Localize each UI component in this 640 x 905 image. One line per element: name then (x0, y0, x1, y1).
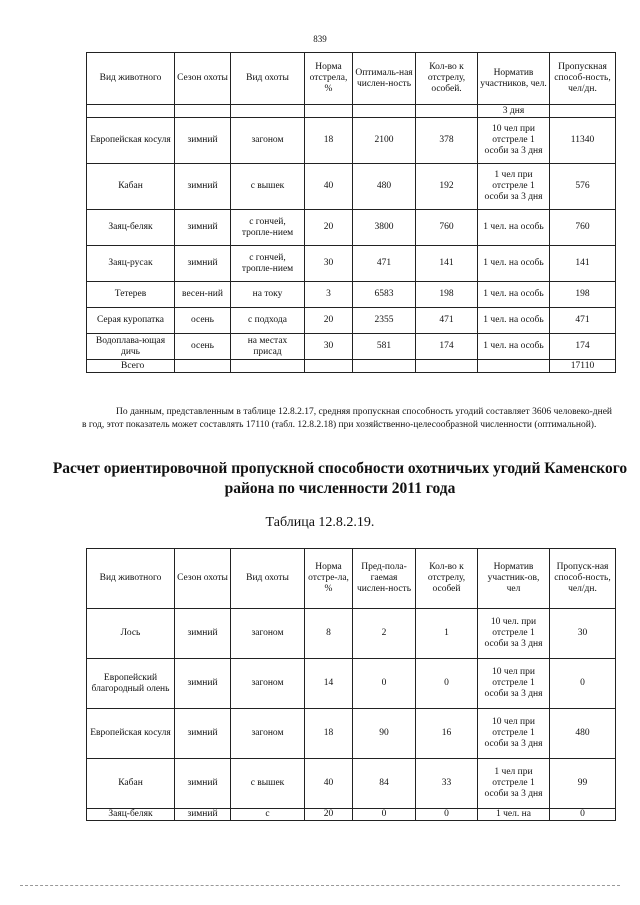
table-cell: зимний (175, 609, 231, 659)
section-heading: Расчет ориентировочной пропускной способности охотничьих угодий Каменского района по численности 2011 года (52, 460, 628, 497)
table-cell: загоном (231, 609, 305, 659)
body-paragraph: По данным, представленным в таблице 12.8.2.17, средняя пропускная способность угодий составляет 3606 человеко-дней в год, этот показатель может составлять 17110 (табл. 12.8.2.18) при хозяйственно-целесообразной численности (оптимальной). (82, 406, 612, 430)
table-header-row (87, 53, 616, 105)
table-cell: Заяц-беляк (87, 809, 175, 821)
header-cell: Кол-во к отстрелу, особей. (416, 53, 478, 105)
header-cell: Вид животного (87, 549, 175, 609)
table-cell: с гончей, тропле-нием (231, 210, 305, 246)
table-cell: 3 дня (478, 105, 550, 118)
table-row (87, 609, 616, 659)
table-cell: 2100 (353, 118, 416, 164)
table-cell: 141 (550, 246, 616, 282)
table-cell: 30 (305, 334, 353, 360)
table-cell: 378 (416, 118, 478, 164)
table-cell: с вышек (231, 164, 305, 210)
table-cell: 480 (550, 709, 616, 759)
table-cell: 20 (305, 308, 353, 334)
table-cell: 198 (550, 282, 616, 308)
table-cell: зимний (175, 246, 231, 282)
table-cell: Серая куропатка (87, 308, 175, 334)
table-row (87, 759, 616, 809)
table-cell: 760 (416, 210, 478, 246)
table-caption: Таблица 12.8.2.19. (265, 515, 375, 530)
table-cell: 471 (353, 246, 416, 282)
table-cell: зимний (175, 809, 231, 821)
table-cell: 30 (550, 609, 616, 659)
table-cell: 20 (305, 809, 353, 821)
table-cell: весен-ний (175, 282, 231, 308)
table-cell: Европейская косуля (87, 709, 175, 759)
table-cell: Заяц-русак (87, 246, 175, 282)
table-cell: 10 чел при отстреле 1 особи за 3 дня (478, 709, 550, 759)
table-cell: 471 (416, 308, 478, 334)
table-cell: 576 (550, 164, 616, 210)
table-cell: 1 чел при отстреле 1 особи за 3 дня (478, 759, 550, 809)
table-cell: 141 (416, 246, 478, 282)
table-cell: 0 (550, 659, 616, 709)
table-cell: 33 (416, 759, 478, 809)
page-number: 839 (313, 34, 327, 44)
total-label: Всего (87, 360, 175, 373)
table-cell: 1 чел. на особь (478, 334, 550, 360)
total-value: 17110 (550, 360, 616, 373)
table-cell: зимний (175, 709, 231, 759)
table-cell: 174 (550, 334, 616, 360)
table-row (87, 118, 616, 164)
table-cell: с (231, 809, 305, 821)
table-cell: 480 (353, 164, 416, 210)
table-cell: 16 (416, 709, 478, 759)
header-cell: Кол-во к отстрелу, особей (416, 549, 478, 609)
table-cell: 30 (305, 246, 353, 282)
table-cell: Заяц-беляк (87, 210, 175, 246)
header-cell: Оптималь-ная числен-ность (353, 53, 416, 105)
table-cell: загоном (231, 709, 305, 759)
table-cell: 0 (353, 809, 416, 821)
table-cell: 1 (416, 609, 478, 659)
table-cell: 1 чел. на особь (478, 308, 550, 334)
table-cell: 84 (353, 759, 416, 809)
header-cell: Норматив участников, чел. (478, 53, 550, 105)
table-cell: 0 (416, 809, 478, 821)
table-cell: 1 чел при отстреле 1 особи за 3 дня (478, 164, 550, 210)
table-cell: 3 (305, 282, 353, 308)
table-cell: 18 (305, 709, 353, 759)
table-cell: с подхода (231, 308, 305, 334)
table-row (87, 709, 616, 759)
table-cell: 40 (305, 164, 353, 210)
table-cell: 10 чел при отстреле 1 особи за 3 дня (478, 659, 550, 709)
table-cell: Тетерев (87, 282, 175, 308)
table-cell: осень (175, 308, 231, 334)
table-cell: на местах присад (231, 334, 305, 360)
table-cell: Водоплава-ющая дичь (87, 334, 175, 360)
table-cell: 760 (550, 210, 616, 246)
table-cell: с вышек (231, 759, 305, 809)
table-cell: 90 (353, 709, 416, 759)
table-cell: Европейский благородный олень (87, 659, 175, 709)
header-cell: Норма отстре-ла, % (305, 549, 353, 609)
table-cell: 10 чел при отстреле 1 особи за 3 дня (478, 118, 550, 164)
table-cell: осень (175, 334, 231, 360)
table-row (87, 809, 616, 821)
table-row (87, 246, 616, 282)
table-cell: 0 (416, 659, 478, 709)
table-cell: зимний (175, 118, 231, 164)
table-cell: 2355 (353, 308, 416, 334)
header-cell: Норма отстрела, % (305, 53, 353, 105)
table-cell: 11340 (550, 118, 616, 164)
table-cell: загоном (231, 118, 305, 164)
table-cell: с гончей, тропле-нием (231, 246, 305, 282)
table-cell: зимний (175, 759, 231, 809)
table-cell: 174 (416, 334, 478, 360)
table-cell: 18 (305, 118, 353, 164)
table-cell: 1 чел. на (478, 809, 550, 821)
table-cell: 20 (305, 210, 353, 246)
table-hunting-capacity-2 (86, 548, 616, 821)
table-cell: 6583 (353, 282, 416, 308)
table-cell: 192 (416, 164, 478, 210)
table-cell: Лось (87, 609, 175, 659)
table-cell: Кабан (87, 759, 175, 809)
header-cell: Пропускная способ-ность, чел/дн. (550, 53, 616, 105)
header-cell: Норматив участник-ов, чел (478, 549, 550, 609)
table-row (87, 282, 616, 308)
table-row (87, 308, 616, 334)
table-cell: Европейская косуля (87, 118, 175, 164)
table-hunting-capacity-1 (86, 52, 616, 373)
table-cell: зимний (175, 659, 231, 709)
table-cell: 581 (353, 334, 416, 360)
table-cell: 0 (550, 809, 616, 821)
table-cell: 3800 (353, 210, 416, 246)
table-cell: 2 (353, 609, 416, 659)
header-cell: Сезон охоты (175, 53, 231, 105)
header-cell: Пропуск-ная способ-ность, чел/дн. (550, 549, 616, 609)
table-cell: зимний (175, 164, 231, 210)
table-row (87, 334, 616, 360)
table-cell: 1 чел. на особь (478, 210, 550, 246)
table-cell: 10 чел. при отстреле 1 особи за 3 дня (478, 609, 550, 659)
table-row (87, 210, 616, 246)
table-cell: 8 (305, 609, 353, 659)
table-cell: 99 (550, 759, 616, 809)
table-cell: 471 (550, 308, 616, 334)
header-cell: Вид животного (87, 53, 175, 105)
table-cell: загоном (231, 659, 305, 709)
table-row (87, 659, 616, 709)
header-cell: Пред-пола-гаемая числен-ность (353, 549, 416, 609)
table-header-row (87, 549, 616, 609)
table-cell: 1 чел. на особь (478, 246, 550, 282)
table-cell: 40 (305, 759, 353, 809)
table-cell: 0 (353, 659, 416, 709)
total-row (87, 360, 616, 373)
table-cell: 198 (416, 282, 478, 308)
table-cell: 14 (305, 659, 353, 709)
table-row (87, 105, 616, 118)
header-cell: Сезон охоты (175, 549, 231, 609)
scan-edge-divider (20, 885, 620, 886)
table-cell: 1 чел. на особь (478, 282, 550, 308)
header-cell: Вид охоты (231, 53, 305, 105)
table-cell: на току (231, 282, 305, 308)
header-cell: Вид охоты (231, 549, 305, 609)
table-cell: зимний (175, 210, 231, 246)
table-cell: Кабан (87, 164, 175, 210)
table-row (87, 164, 616, 210)
